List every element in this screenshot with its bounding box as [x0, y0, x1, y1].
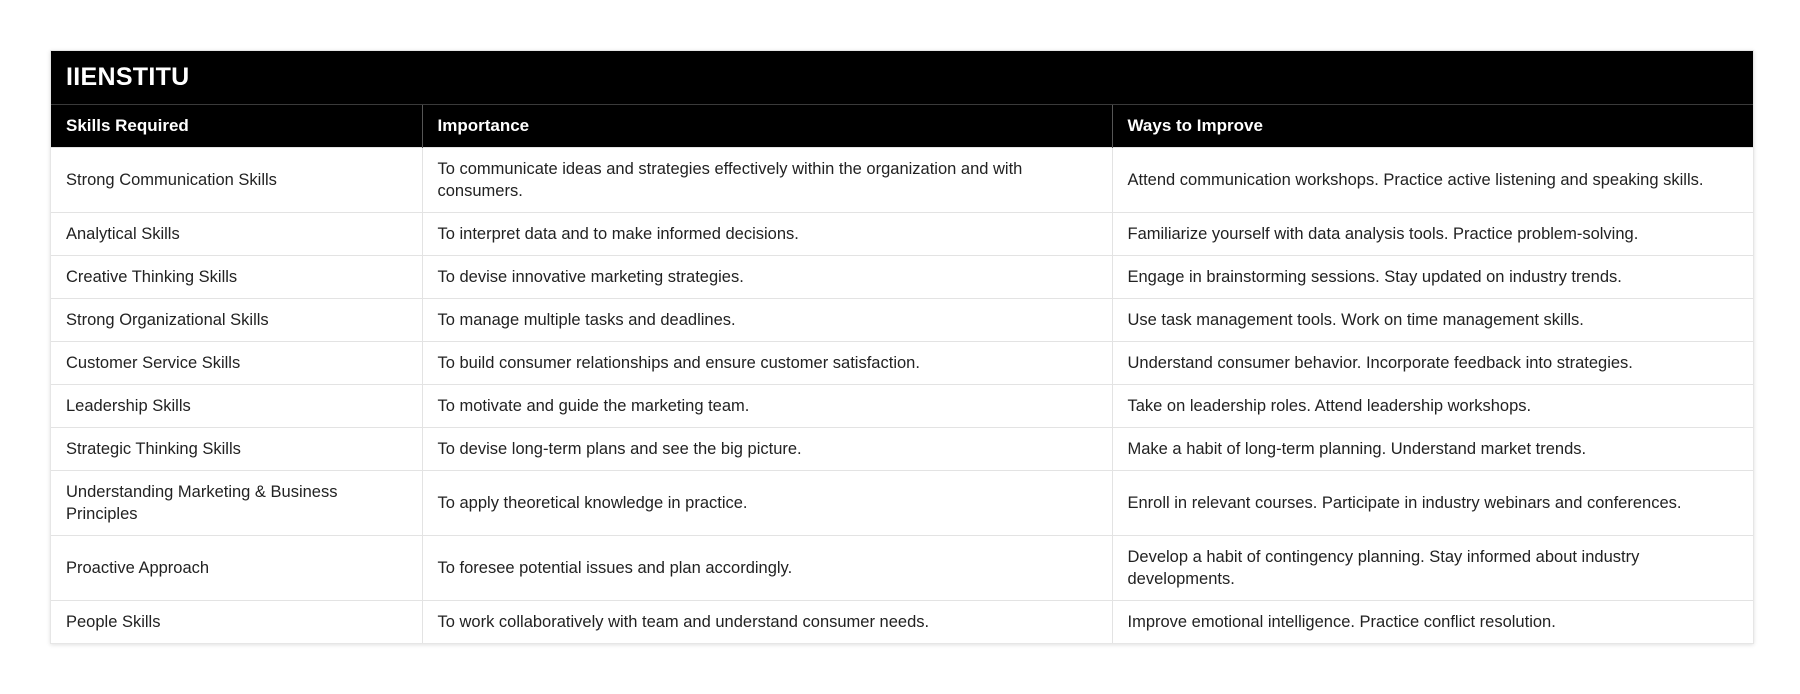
column-header-importance: Importance: [422, 105, 1112, 147]
skills-table: [51, 105, 1753, 643]
table-row: [51, 341, 1753, 384]
cell-ways-to-improve: Enroll in relevant courses. Participate in industry webinars and conferences.: [1112, 470, 1753, 535]
cell-importance: To manage multiple tasks and deadlines.: [422, 298, 1112, 341]
column-header-skills: Skills Required: [51, 105, 422, 147]
brand-header: [51, 51, 1753, 105]
table-row: [51, 212, 1753, 255]
cell-skill: Understanding Marketing & Business Principles: [51, 470, 422, 535]
cell-skill: Leadership Skills: [51, 384, 422, 427]
brand-title: IIENSTITU: [66, 63, 190, 91]
cell-skill: Customer Service Skills: [51, 341, 422, 384]
cell-skill: Strong Communication Skills: [51, 147, 422, 212]
table-row: [51, 600, 1753, 643]
cell-ways-to-improve: Improve emotional intelligence. Practice conflict resolution.: [1112, 600, 1753, 643]
cell-importance: To communicate ideas and strategies effectively within the organization and with consumers.: [422, 147, 1112, 212]
cell-skill: Strategic Thinking Skills: [51, 427, 422, 470]
column-header-ways-to-improve: Ways to Improve: [1112, 105, 1753, 147]
cell-ways-to-improve: Understand consumer behavior. Incorporate feedback into strategies.: [1112, 341, 1753, 384]
cell-importance: To work collaboratively with team and understand consumer needs.: [422, 600, 1112, 643]
table-row: [51, 255, 1753, 298]
table-row: [51, 147, 1753, 212]
cell-skill: Creative Thinking Skills: [51, 255, 422, 298]
cell-ways-to-improve: Use task management tools. Work on time management skills.: [1112, 298, 1753, 341]
cell-importance: To interpret data and to make informed decisions.: [422, 212, 1112, 255]
cell-skill: Proactive Approach: [51, 535, 422, 600]
cell-ways-to-improve: Take on leadership roles. Attend leadership workshops.: [1112, 384, 1753, 427]
cell-importance: To devise innovative marketing strategies.: [422, 255, 1112, 298]
skills-table-container: [50, 50, 1754, 644]
table-row: [51, 298, 1753, 341]
cell-importance: To motivate and guide the marketing team.: [422, 384, 1112, 427]
table-body: [51, 147, 1753, 643]
table-row: [51, 427, 1753, 470]
cell-skill: Analytical Skills: [51, 212, 422, 255]
cell-skill: Strong Organizational Skills: [51, 298, 422, 341]
header-row: [51, 105, 1753, 147]
cell-importance: To apply theoretical knowledge in practice.: [422, 470, 1112, 535]
cell-ways-to-improve: Attend communication workshops. Practice active listening and speaking skills.: [1112, 147, 1753, 212]
cell-ways-to-improve: Familiarize yourself with data analysis tools. Practice problem-solving.: [1112, 212, 1753, 255]
cell-importance: To foresee potential issues and plan accordingly.: [422, 535, 1112, 600]
cell-ways-to-improve: Make a habit of long-term planning. Understand market trends.: [1112, 427, 1753, 470]
cell-importance: To build consumer relationships and ensure customer satisfaction.: [422, 341, 1112, 384]
table-row: [51, 384, 1753, 427]
cell-ways-to-improve: Develop a habit of contingency planning. Stay informed about industry developments.: [1112, 535, 1753, 600]
cell-skill: People Skills: [51, 600, 422, 643]
table-row: [51, 535, 1753, 600]
table-row: [51, 470, 1753, 535]
cell-ways-to-improve: Engage in brainstorming sessions. Stay updated on industry trends.: [1112, 255, 1753, 298]
table-header: [51, 105, 1753, 147]
cell-importance: To devise long-term plans and see the big picture.: [422, 427, 1112, 470]
